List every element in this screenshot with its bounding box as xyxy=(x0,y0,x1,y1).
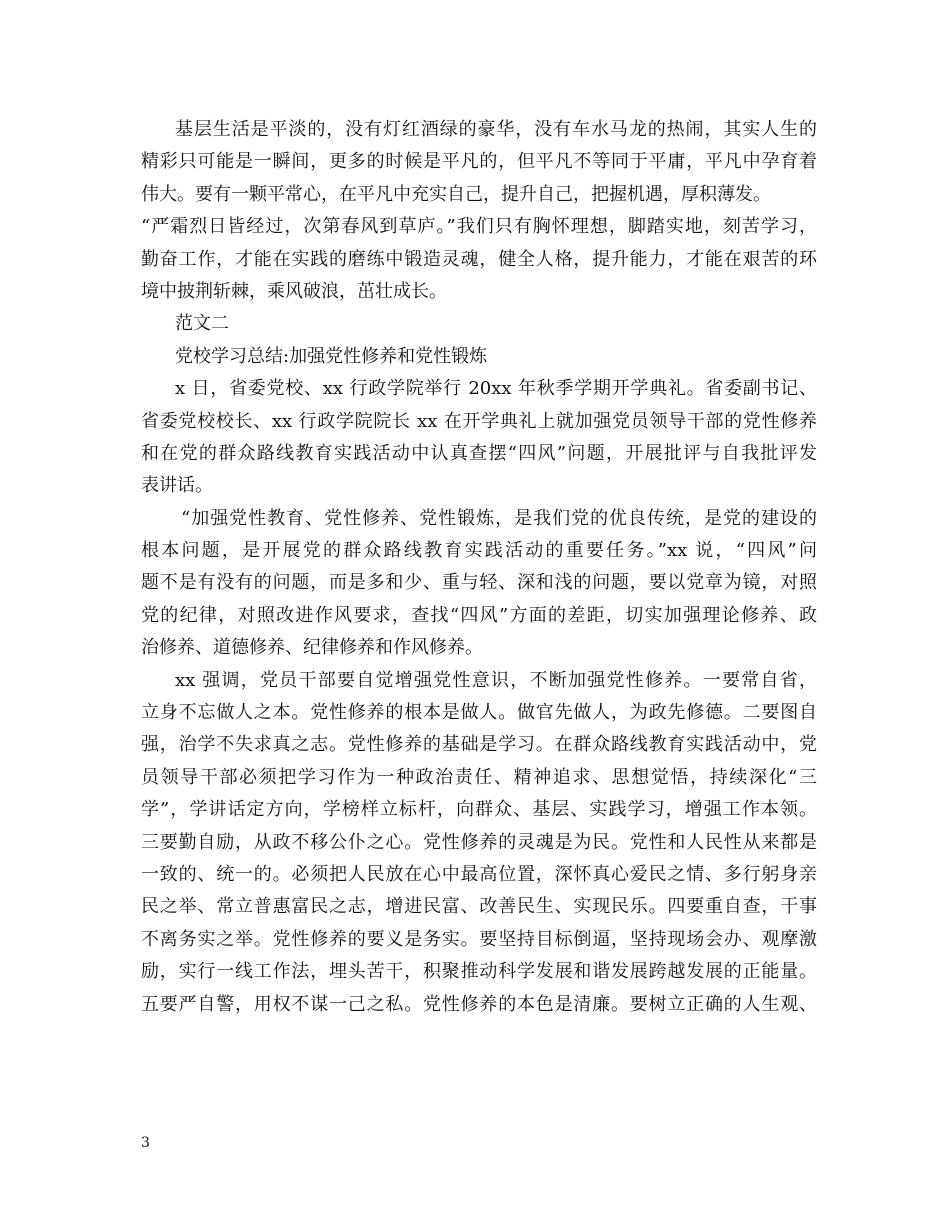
paragraph-4-line-4: 员领导干部必须把学习作为一种政治责任、精神追求、思想觉悟，持续深化“三 xyxy=(141,766,817,788)
paragraph-4-line-6: 三要勤自励，从政不移公仆之心。党性修养的灵魂是为民。党性和人民性从来都是 xyxy=(141,831,817,853)
paragraph-1-line-4: “严霜烈日皆经过，次第春风到草庐。”我们只有胸怀理想，脚踏实地，刻苦学习， xyxy=(141,216,817,238)
page-number: 3 xyxy=(141,1135,150,1151)
paragraph-2-line-1: x 日，省委党校、xx 行政学院举行 20xx 年秋季学期开学典礼。省委副书记、 xyxy=(175,378,817,400)
paragraph-2-line-4: 表讲话。 xyxy=(141,475,213,497)
paragraph-4-line-10: 励，实行一线工作法，埋头苦干，积聚推动科学发展和谐发展跨越发展的正能量。 xyxy=(141,961,817,983)
sample-heading: 范文二 xyxy=(175,313,229,335)
paragraph-4-line-8: 民之举、常立普惠富民之志，增进民富、改善民生、实现民乐。四要重自查，干事 xyxy=(141,896,817,918)
paragraph-4-line-11: 五要严自警，用权不谋一己之私。党性修养的本色是清廉。要树立正确的人生观、 xyxy=(141,993,817,1015)
paragraph-3-line-1: “加强党性教育、党性修养、党性锻炼，是我们党的优良传统，是党的建设的 xyxy=(181,507,817,529)
paragraph-4-line-9: 不离务实之举。党性修养的要义是务实。要坚持目标倒逼，坚持现场会办、观摩激 xyxy=(141,928,817,950)
paragraph-4-line-3: 强，治学不失求真之志。党性修养的基础是学习。在群众路线教育实践活动中，党 xyxy=(141,734,817,756)
document-body xyxy=(141,114,817,1021)
paragraph-3-line-3: 题不是有没有的问题，而是多和少、重与轻、深和浅的问题，要以党章为镜，对照 xyxy=(141,572,817,594)
paragraph-1-line-1: 基层生活是平淡的，没有灯红酒绿的豪华，没有车水马龙的热闹，其实人生的 xyxy=(175,119,817,140)
paragraph-3-line-4: 党的纪律，对照改进作风要求，查找“四风”方面的差距，切实加强理论修养、政 xyxy=(141,604,817,626)
paragraph-1-line-6: 境中披荆斩棘，乘风破浪，茁壮成长。 xyxy=(141,280,447,302)
paragraph-4-line-5: 学”，学讲话定方向，学榜样立标杆，向群众、基层、实践学习，增强工作本领。 xyxy=(141,799,817,821)
paragraph-2-line-2: 省委党校校长、xx 行政学院院长 xx 在开学典礼上就加强党员领导干部的党性修养 xyxy=(141,410,817,432)
paragraph-3-line-2: 根本问题，是开展党的群众路线教育实践活动的重要任务。”xx 说，“四风”问 xyxy=(141,540,817,562)
paragraph-1-line-2: 精彩只可能是一瞬间，更多的时候是平凡的，但平凡不等同于平庸，平凡中孕育着 xyxy=(141,151,817,173)
paragraph-4-line-1: xx 强调，党员干部要自觉增强党性意识，不断加强党性修养。一要常自省， xyxy=(175,669,817,691)
paragraph-3-line-5: 治修养、道德修养、纪律修养和作风修养。 xyxy=(141,637,483,659)
paragraph-4-line-2: 立身不忘做人之本。党性修养的根本是做人。做官先做人，为政先修德。二要图自 xyxy=(141,702,817,724)
paragraph-4-line-7: 一致的、统一的。必须把人民放在心中最高位置，深怀真心爱民之情、多行躬身亲 xyxy=(141,863,817,885)
paragraph-1-line-5: 勤奋工作，才能在实践的磨练中锻造灵魂，健全人格，提升能力，才能在艰苦的环 xyxy=(141,248,817,270)
paragraph-1-line-3: 伟大。要有一颗平常心，在平凡中充实自己，提升自己，把握机遇，厚积薄发。 xyxy=(141,183,771,205)
article-title: 党校学习总结:加强党性修养和党性锻炼 xyxy=(175,345,488,367)
paragraph-2-line-3: 和在党的群众路线教育实践活动中认真查摆“四风”问题，开展批评与自我批评发 xyxy=(141,442,817,464)
